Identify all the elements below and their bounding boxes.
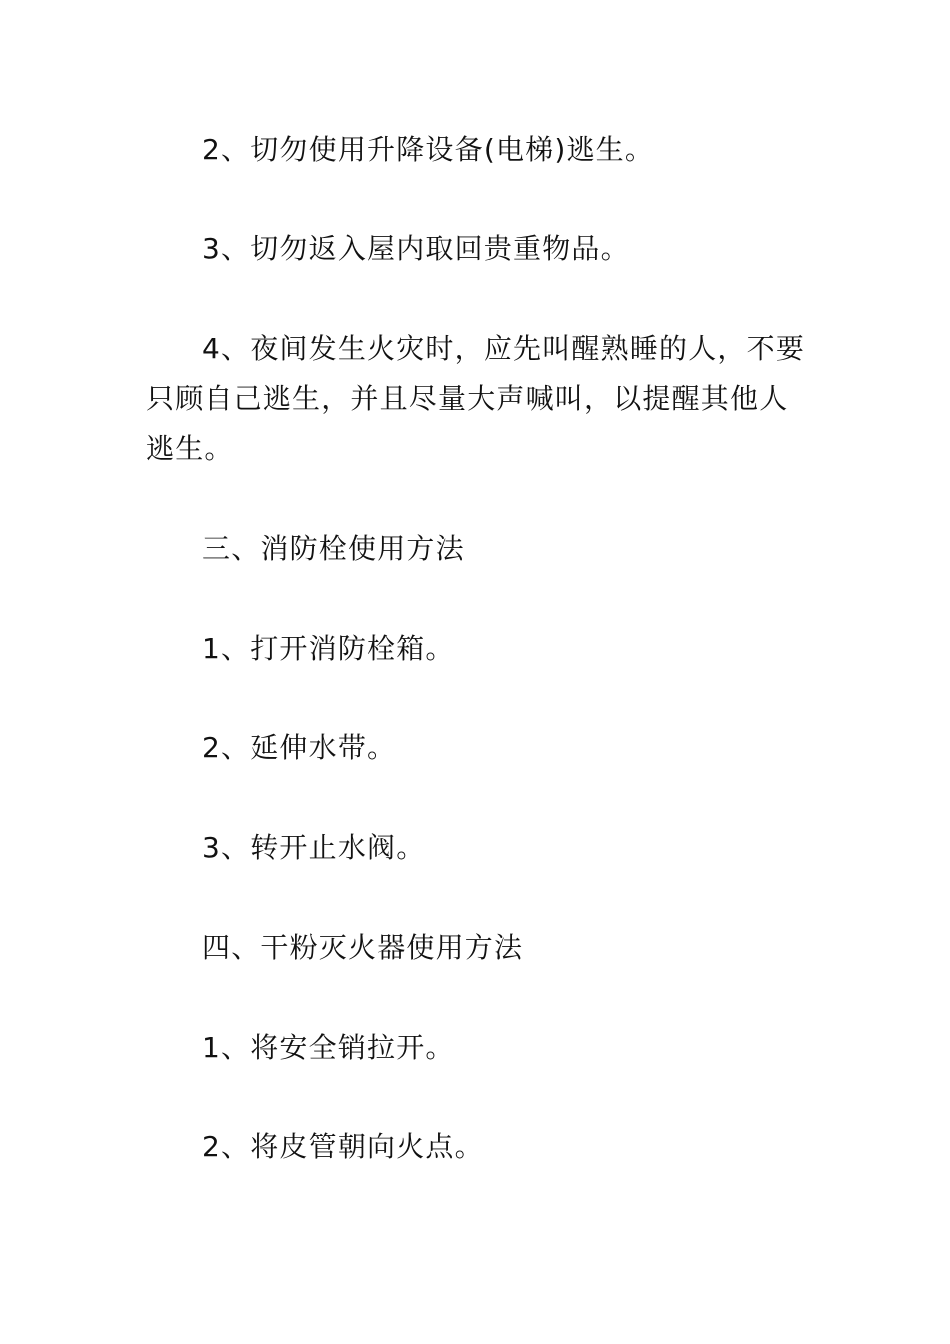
paragraph-hydrant-step-1: 1、打开消防栓箱。: [202, 632, 455, 665]
paragraph-item-2-no-elevator: 2、切勿使用升降设备(电梯)逃生。: [202, 133, 655, 166]
paragraph-item-3-no-return: 3、切勿返入屋内取回贵重物品。: [202, 232, 630, 265]
paragraph-hydrant-step-3: 3、转开止水阀。: [202, 831, 426, 864]
section-heading-extinguisher: 四、干粉灭火器使用方法: [202, 931, 524, 964]
paragraph-extinguisher-step-2: 2、将皮管朝向火点。: [202, 1130, 484, 1163]
section-heading-hydrant: 三、消防栓使用方法: [202, 532, 465, 565]
paragraph-hydrant-step-2: 2、延伸水带。: [202, 731, 397, 764]
paragraph-extinguisher-step-1: 1、将安全销拉开。: [202, 1031, 455, 1064]
paragraph-item-4-night-fire: 4、夜间发生火灾时，应先叫醒熟睡的人，不要只顾自己逃生，并且尽量大声喊叫，以提醒其他人逃生。: [146, 332, 806, 465]
